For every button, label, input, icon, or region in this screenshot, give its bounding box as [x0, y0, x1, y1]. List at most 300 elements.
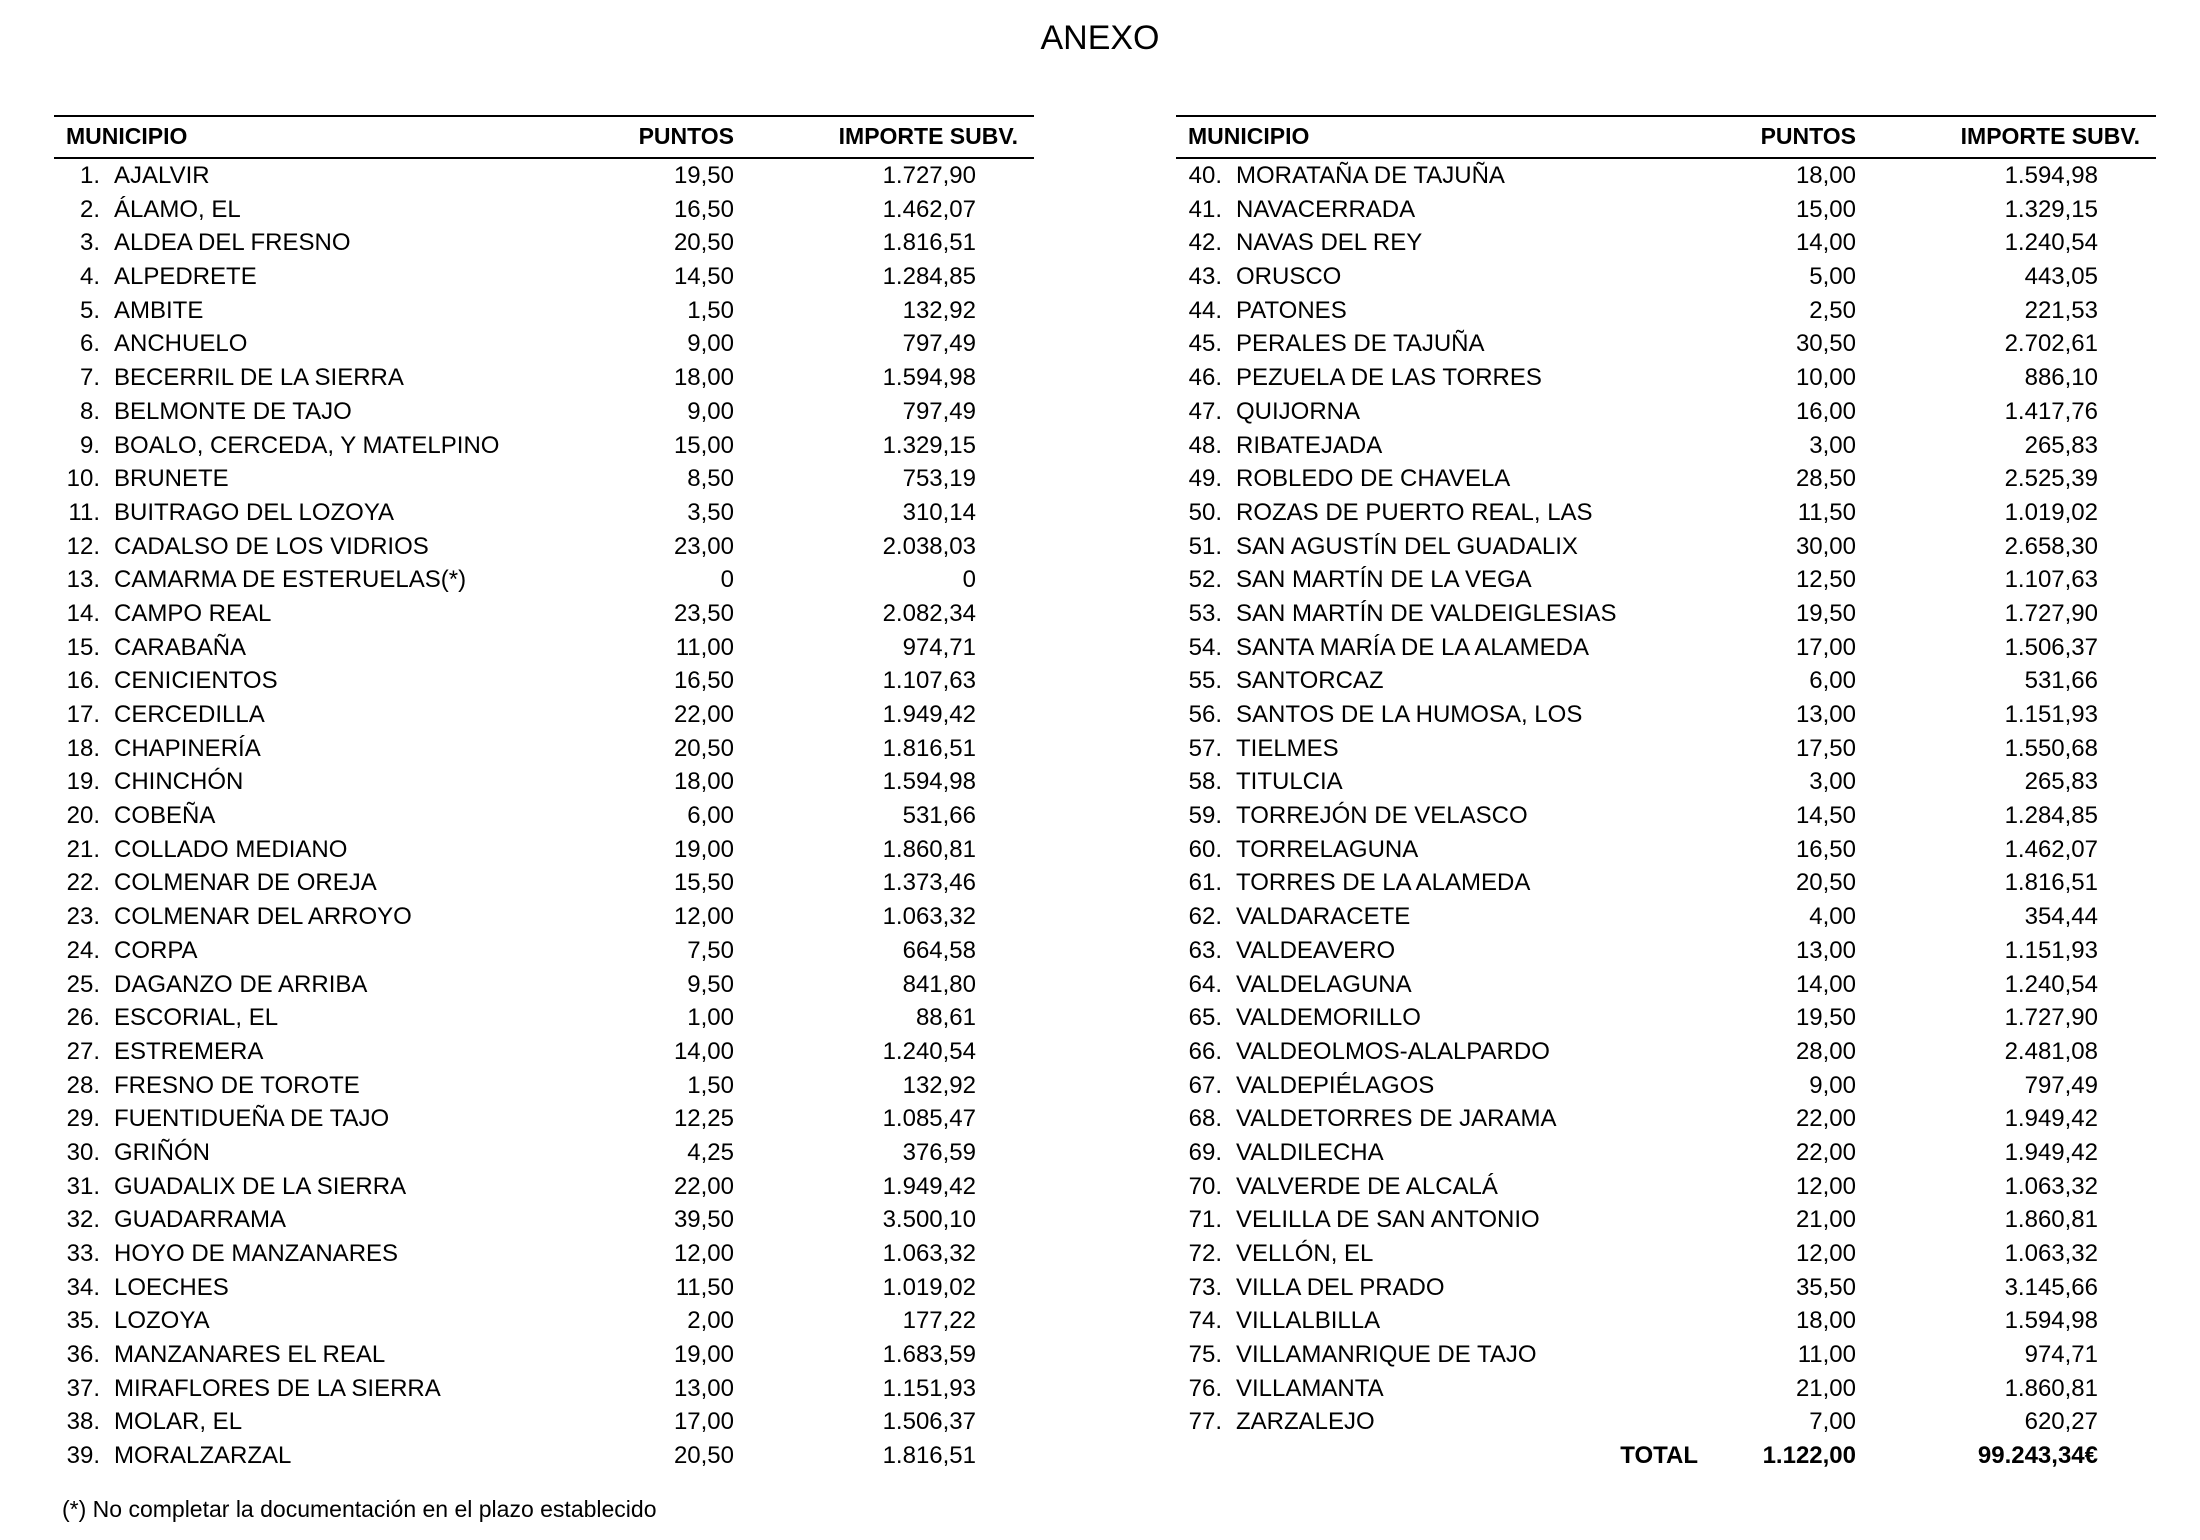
- table-row: [54, 1035, 1034, 1069]
- table-row: [54, 395, 1034, 429]
- municipio-name: VALDEOLMOS-ALALPARDO: [1236, 1037, 1550, 1065]
- puntos-value: 23,00: [673, 532, 734, 560]
- importe-value: 1.329,15: [2004, 195, 2098, 223]
- municipio-name: VILLA DEL PRADO: [1236, 1273, 1445, 1301]
- table-row: [54, 1271, 1034, 1305]
- puntos-value: 5,00: [1809, 263, 1856, 291]
- puntos-value: 9,50: [687, 970, 734, 998]
- row-number: 52.: [1188, 566, 1222, 594]
- table-row: [1176, 1069, 2156, 1103]
- table-row: [1176, 1001, 2156, 1035]
- importe-value: 1.550,68: [2004, 734, 2098, 762]
- table-left: [54, 115, 1034, 1473]
- row-number: 3.: [79, 229, 100, 257]
- table-row: [54, 597, 1034, 631]
- importe-value: 2.038,03: [882, 532, 976, 560]
- municipio-name: BRUNETE: [114, 465, 229, 493]
- importe-value: 1.063,32: [2004, 1240, 2098, 1267]
- table-row: [54, 1001, 1034, 1035]
- municipio-name: VALDEPIÉLAGOS: [1236, 1071, 1435, 1099]
- puntos-value: 20,50: [1795, 869, 1856, 897]
- municipio-name: ROZAS DE PUERTO REAL, LAS: [1236, 498, 1593, 526]
- importe-value: 1.085,47: [882, 1105, 976, 1133]
- table-row: [1176, 866, 2156, 900]
- table-row: [54, 934, 1034, 968]
- table-row: [1176, 833, 2156, 867]
- municipio-name: CAMPO REAL: [114, 599, 272, 627]
- puntos-value: 14,00: [673, 1037, 734, 1065]
- puntos-value: 16,50: [673, 667, 734, 695]
- puntos-value: 21,00: [1795, 1206, 1856, 1234]
- importe-value: 1.462,07: [882, 195, 976, 223]
- puntos-value: 30,50: [1795, 330, 1856, 358]
- puntos-value: 22,00: [673, 701, 734, 728]
- table-row: [54, 799, 1034, 833]
- municipio-name: BELMONTE DE TAJO: [114, 397, 352, 425]
- total-puntos: 1.122,00: [1762, 1442, 1856, 1470]
- row-number: 58.: [1188, 768, 1222, 796]
- table-row: [1176, 1271, 2156, 1305]
- municipio-name: MOLAR, EL: [114, 1408, 243, 1436]
- puntos-value: 16,50: [673, 195, 734, 223]
- table-row: [1176, 698, 2156, 732]
- importe-value: 974,71: [2024, 1341, 2098, 1369]
- municipio-name: GUADARRAMA: [114, 1206, 287, 1234]
- puntos-value: 18,00: [673, 768, 734, 796]
- table-row: [1176, 1136, 2156, 1170]
- importe-value: 1.727,90: [2004, 599, 2098, 627]
- importe-value: 531,66: [2024, 667, 2098, 695]
- puntos-value: 11,50: [675, 1273, 734, 1301]
- municipio-name: RIBATEJADA: [1236, 431, 1383, 459]
- table-row: [54, 193, 1034, 227]
- puntos-value: 9,00: [687, 397, 734, 425]
- puntos-value: 16,00: [1795, 397, 1856, 425]
- puntos-value: 12,00: [1795, 1172, 1856, 1200]
- row-number: 50.: [1188, 498, 1222, 526]
- row-number: 40.: [1188, 162, 1222, 189]
- importe-value: 1.151,93: [2004, 936, 2098, 964]
- table-row: [54, 361, 1034, 395]
- importe-value: 1.727,90: [2004, 1004, 2098, 1032]
- row-number: 11.: [68, 498, 100, 526]
- municipio-name: NAVACERRADA: [1236, 195, 1416, 223]
- row-number: 63.: [1188, 936, 1222, 964]
- row-number: 2.: [79, 195, 100, 223]
- importe-value: 3.145,66: [2004, 1273, 2098, 1301]
- municipio-name: ALPEDRETE: [114, 263, 257, 291]
- puntos-value: 13,00: [1795, 701, 1856, 728]
- puntos-value: 15,50: [673, 869, 734, 897]
- table-row: [1176, 934, 2156, 968]
- puntos-value: 14,50: [673, 263, 734, 291]
- municipio-name: TITULCIA: [1236, 768, 1343, 796]
- municipio-name: TORREJÓN DE VELASCO: [1236, 802, 1528, 830]
- importe-value: 797,49: [902, 397, 976, 425]
- puntos-value: 30,00: [1795, 532, 1856, 560]
- row-number: 49.: [1188, 465, 1222, 493]
- municipio-name: BUITRAGO DEL LOZOYA: [114, 498, 395, 526]
- importe-value: 88,61: [915, 1004, 976, 1032]
- row-number: 42.: [1188, 229, 1222, 257]
- importe-value: 1.949,42: [882, 1172, 976, 1200]
- importe-value: 531,66: [902, 802, 976, 830]
- table-row: [1176, 799, 2156, 833]
- table-row: [1176, 900, 2156, 934]
- table-row: [1176, 732, 2156, 766]
- puntos-value: 12,25: [673, 1105, 734, 1133]
- municipio-name: DAGANZO DE ARRIBA: [114, 970, 368, 998]
- row-number: 26.: [66, 1004, 100, 1032]
- importe-value: 1.506,37: [2004, 633, 2098, 661]
- row-number: 70.: [1188, 1172, 1222, 1200]
- importe-value: 2.082,34: [882, 599, 976, 627]
- table-row: [1176, 1170, 2156, 1204]
- importe-value: 1.240,54: [2004, 229, 2098, 257]
- row-number: 33.: [66, 1240, 100, 1267]
- puntos-value: 20,50: [673, 1442, 734, 1470]
- importe-value: 1.816,51: [882, 1442, 976, 1470]
- municipio-name: COLMENAR DE OREJA: [114, 869, 377, 897]
- importe-value: 1.063,32: [2004, 1172, 2098, 1200]
- municipio-name: BOALO, CERCEDA, Y MATELPINO: [114, 431, 500, 459]
- row-number: 45.: [1188, 330, 1222, 358]
- municipio-name: VILLAMANTA: [1236, 1374, 1384, 1402]
- header-puntos: PUNTOS: [638, 123, 734, 149]
- table-row: [1176, 193, 2156, 227]
- header-municipio: MUNICIPIO: [1188, 123, 1310, 149]
- row-number: 37.: [66, 1374, 100, 1402]
- municipio-name: NAVAS DEL REY: [1236, 229, 1423, 257]
- table-row: [1176, 1405, 2156, 1439]
- importe-value: 1.019,02: [2004, 498, 2098, 526]
- importe-value: 1.151,93: [2004, 701, 2098, 728]
- puntos-value: 8,50: [687, 465, 734, 493]
- importe-value: 2.525,39: [2004, 465, 2098, 493]
- importe-value: 1.816,51: [882, 734, 976, 762]
- puntos-value: 12,00: [673, 903, 734, 931]
- municipio-name: MANZANARES EL REAL: [114, 1341, 386, 1369]
- table-row: [1176, 1304, 2156, 1338]
- puntos-value: 15,00: [673, 431, 734, 459]
- table-row: [54, 866, 1034, 900]
- table-row: [1176, 765, 2156, 799]
- row-number: 41.: [1188, 195, 1222, 223]
- puntos-value: 19,00: [673, 1341, 734, 1369]
- table-row: [54, 1237, 1034, 1271]
- table-row: [54, 698, 1034, 732]
- row-number: 9.: [79, 431, 100, 459]
- row-number: 61.: [1188, 869, 1222, 897]
- table-row: [54, 530, 1034, 564]
- row-number: 53.: [1188, 599, 1222, 627]
- table-row: [1176, 462, 2156, 496]
- importe-value: 753,19: [902, 465, 976, 493]
- importe-value: 1.240,54: [2004, 970, 2098, 998]
- total-row: [1176, 1439, 2156, 1473]
- row-number: 38.: [66, 1408, 100, 1436]
- row-number: 43.: [1188, 263, 1222, 291]
- municipio-name: SANTOS DE LA HUMOSA, LOS: [1236, 701, 1583, 728]
- table-row: [1176, 159, 2156, 193]
- row-number: 44.: [1188, 296, 1222, 324]
- puntos-value: 4,00: [1809, 903, 1856, 931]
- row-number: 10.: [66, 465, 100, 493]
- municipio-name: FUENTIDUEÑA DE TAJO: [114, 1105, 390, 1133]
- municipio-name: MORATAÑA DE TAJUÑA: [1236, 162, 1505, 189]
- row-number: 73.: [1188, 1273, 1222, 1301]
- puntos-value: 28,00: [1795, 1037, 1856, 1065]
- puntos-value: 17,00: [673, 1408, 734, 1436]
- importe-value: 376,59: [902, 1138, 976, 1166]
- puntos-value: 0: [720, 566, 734, 594]
- puntos-value: 3,00: [1809, 768, 1856, 796]
- importe-value: 1.683,59: [882, 1341, 976, 1369]
- puntos-value: 19,50: [1795, 599, 1856, 627]
- row-number: 28.: [66, 1071, 100, 1099]
- puntos-value: 10,00: [1795, 364, 1856, 392]
- puntos-value: 20,50: [673, 229, 734, 257]
- municipio-name: TIELMES: [1236, 734, 1339, 762]
- puntos-value: 23,50: [673, 599, 734, 627]
- table-row: [54, 631, 1034, 665]
- municipio-name: GRIÑÓN: [114, 1138, 210, 1166]
- importe-value: 1.860,81: [882, 835, 976, 863]
- importe-value: 354,44: [2024, 903, 2098, 931]
- puntos-value: 28,50: [1795, 465, 1856, 493]
- row-number: 75.: [1188, 1341, 1222, 1369]
- table-row: [1176, 1203, 2156, 1237]
- puntos-value: 19,50: [1795, 1004, 1856, 1032]
- municipio-name: VALDELAGUNA: [1236, 970, 1412, 998]
- puntos-value: 1,50: [687, 296, 734, 324]
- municipio-name: CENICIENTOS: [114, 667, 278, 695]
- importe-value: 1.594,98: [2004, 162, 2098, 189]
- row-number: 69.: [1188, 1138, 1222, 1166]
- importe-value: 177,22: [902, 1307, 976, 1335]
- table-row: [54, 1372, 1034, 1406]
- puntos-value: 12,50: [1795, 566, 1856, 594]
- table-row: [1176, 226, 2156, 260]
- puntos-value: 39,50: [673, 1206, 734, 1234]
- table-row: [1176, 597, 2156, 631]
- municipio-name: AMBITE: [114, 296, 204, 324]
- row-number: 74.: [1188, 1307, 1222, 1335]
- municipio-name: ÁLAMO, EL: [114, 195, 241, 223]
- row-number: 5.: [79, 296, 100, 324]
- table-row: [54, 496, 1034, 530]
- table-row: [1176, 1035, 2156, 1069]
- importe-value: 1.373,46: [882, 869, 976, 897]
- puntos-value: 22,00: [1795, 1138, 1856, 1166]
- row-number: 12.: [66, 532, 100, 560]
- table-row: [54, 1304, 1034, 1338]
- table-row: [54, 1069, 1034, 1103]
- municipio-name: CERCEDILLA: [114, 701, 265, 728]
- row-number: 29.: [66, 1105, 100, 1133]
- row-number: 57.: [1188, 734, 1222, 762]
- total-importe: 99.243,34€: [1977, 1442, 2098, 1470]
- footnote: (*) No completar la documentación en el plazo establecido: [62, 1496, 657, 1522]
- importe-value: 1.063,32: [882, 903, 976, 931]
- municipio-name: MORALZARZAL: [114, 1442, 292, 1470]
- importe-value: 1.107,63: [2004, 566, 2098, 594]
- table-row: [54, 1203, 1034, 1237]
- importe-value: 1.417,76: [2004, 397, 2098, 425]
- table-row: [54, 327, 1034, 361]
- puntos-value: 13,00: [673, 1374, 734, 1402]
- puntos-value: 7,50: [687, 936, 734, 964]
- row-number: 20.: [66, 802, 100, 830]
- row-number: 68.: [1188, 1105, 1222, 1133]
- puntos-value: 11,50: [1797, 498, 1856, 526]
- municipio-name: VALDEMORILLO: [1236, 1004, 1421, 1032]
- importe-value: 1.594,98: [2004, 1307, 2098, 1335]
- puntos-value: 11,00: [675, 633, 734, 661]
- importe-value: 797,49: [902, 330, 976, 358]
- importe-value: 1.949,42: [2004, 1105, 2098, 1133]
- row-number: 13.: [66, 566, 100, 594]
- importe-value: 132,92: [902, 296, 976, 324]
- table-row: [54, 732, 1034, 766]
- table-row: [1176, 260, 2156, 294]
- table-header: [54, 115, 1034, 159]
- table-row: [54, 1170, 1034, 1204]
- row-number: 54.: [1188, 633, 1222, 661]
- table-row: [54, 664, 1034, 698]
- row-number: 36.: [66, 1341, 100, 1369]
- table-row: [1176, 361, 2156, 395]
- importe-value: 1.949,42: [882, 701, 976, 728]
- row-number: 48.: [1188, 431, 1222, 459]
- puntos-value: 21,00: [1795, 1374, 1856, 1402]
- table-row: [54, 429, 1034, 463]
- row-number: 31.: [66, 1172, 100, 1200]
- puntos-value: 19,50: [673, 162, 734, 189]
- row-number: 62.: [1188, 903, 1222, 931]
- puntos-value: 15,00: [1795, 195, 1856, 223]
- row-number: 64.: [1188, 970, 1222, 998]
- municipio-name: PERALES DE TAJUÑA: [1236, 330, 1485, 358]
- municipio-name: HOYO DE MANZANARES: [114, 1240, 399, 1267]
- municipio-name: GUADALIX DE LA SIERRA: [114, 1172, 407, 1200]
- row-number: 24.: [66, 936, 100, 964]
- row-number: 39.: [66, 1442, 100, 1470]
- puntos-value: 12,00: [673, 1240, 734, 1267]
- importe-value: 1.329,15: [882, 431, 976, 459]
- puntos-value: 12,00: [1795, 1240, 1856, 1267]
- page-title: ANEXO: [1040, 19, 1160, 57]
- puntos-value: 6,00: [1809, 667, 1856, 695]
- row-number: 14.: [66, 599, 100, 627]
- municipio-name: CARABAÑA: [114, 633, 247, 661]
- municipio-name: VALDEAVERO: [1236, 936, 1396, 964]
- importe-value: 1.151,93: [882, 1374, 976, 1402]
- municipio-name: VELLÓN, EL: [1236, 1240, 1374, 1267]
- puntos-value: 18,00: [1795, 162, 1856, 189]
- puntos-value: 35,50: [1795, 1273, 1856, 1301]
- header-importe: IMPORTE SUBV.: [1960, 123, 2140, 149]
- importe-value: 886,10: [2024, 364, 2098, 392]
- importe-value: 132,92: [902, 1071, 976, 1099]
- municipio-name: LOZOYA: [114, 1307, 210, 1335]
- puntos-value: 22,00: [673, 1172, 734, 1200]
- importe-value: 1.860,81: [2004, 1206, 2098, 1234]
- row-number: 72.: [1188, 1240, 1222, 1267]
- municipio-name: VALDETORRES DE JARAMA: [1236, 1105, 1557, 1133]
- municipio-name: SANTORCAZ: [1236, 667, 1384, 695]
- municipio-name: COLMENAR DEL ARROYO: [114, 903, 412, 931]
- table-row: [1176, 563, 2156, 597]
- municipio-name: COBEÑA: [114, 802, 216, 830]
- puntos-value: 16,50: [1795, 835, 1856, 863]
- row-number: 46.: [1188, 364, 1222, 392]
- row-number: 59.: [1188, 802, 1222, 830]
- importe-value: 1.240,54: [882, 1037, 976, 1065]
- puntos-value: 13,00: [1795, 936, 1856, 964]
- municipio-name: PEZUELA DE LAS TORRES: [1236, 364, 1542, 392]
- table-header: [1176, 115, 2156, 159]
- importe-value: 1.949,42: [2004, 1138, 2098, 1166]
- importe-value: 1.462,07: [2004, 835, 2098, 863]
- municipio-name: VALDARACETE: [1236, 903, 1411, 931]
- table-row: [54, 294, 1034, 328]
- puntos-value: 4,25: [687, 1138, 734, 1166]
- row-number: 34.: [66, 1273, 100, 1301]
- table-row: [1176, 968, 2156, 1002]
- row-number: 7.: [79, 364, 100, 392]
- puntos-value: 2,00: [687, 1307, 734, 1335]
- municipio-name: SAN AGUSTÍN DEL GUADALIX: [1236, 532, 1578, 560]
- importe-value: 1.506,37: [882, 1408, 976, 1436]
- importe-value: 265,83: [2024, 768, 2098, 796]
- puntos-value: 20,50: [673, 734, 734, 762]
- importe-value: 1.063,32: [882, 1240, 976, 1267]
- row-number: 35.: [66, 1307, 100, 1335]
- table-row: [54, 833, 1034, 867]
- table-body: [1176, 159, 2156, 1439]
- municipio-name: SAN MARTÍN DE VALDEIGLESIAS: [1236, 599, 1617, 627]
- municipio-name: LOECHES: [114, 1273, 229, 1301]
- row-number: 8.: [79, 397, 100, 425]
- table-row: [1176, 1237, 2156, 1271]
- municipio-name: ZARZALEJO: [1236, 1408, 1375, 1436]
- table-row: [54, 1338, 1034, 1372]
- table-row: [54, 900, 1034, 934]
- importe-value: 797,49: [2024, 1071, 2098, 1099]
- puntos-value: 14,00: [1795, 970, 1856, 998]
- row-number: 4.: [79, 263, 100, 291]
- row-number: 47.: [1188, 397, 1222, 425]
- importe-value: 2.658,30: [2004, 532, 2098, 560]
- table-row: [54, 1439, 1034, 1473]
- row-number: 56.: [1188, 701, 1222, 728]
- row-number: 55.: [1188, 667, 1222, 695]
- municipio-name: COLLADO MEDIANO: [114, 835, 348, 863]
- municipio-name: FRESNO DE TOROTE: [114, 1071, 360, 1099]
- header-importe: IMPORTE SUBV.: [838, 123, 1018, 149]
- importe-value: 443,05: [2024, 263, 2098, 291]
- municipio-name: ANCHUELO: [114, 330, 248, 358]
- row-number: 1.: [79, 162, 100, 189]
- row-number: 27.: [66, 1037, 100, 1065]
- puntos-value: 22,00: [1795, 1105, 1856, 1133]
- row-number: 17.: [66, 701, 100, 728]
- municipio-name: TORRES DE LA ALAMEDA: [1236, 869, 1531, 897]
- municipio-name: AJALVIR: [114, 162, 210, 189]
- importe-value: 1.816,51: [882, 229, 976, 257]
- municipio-name: CHINCHÓN: [114, 768, 244, 796]
